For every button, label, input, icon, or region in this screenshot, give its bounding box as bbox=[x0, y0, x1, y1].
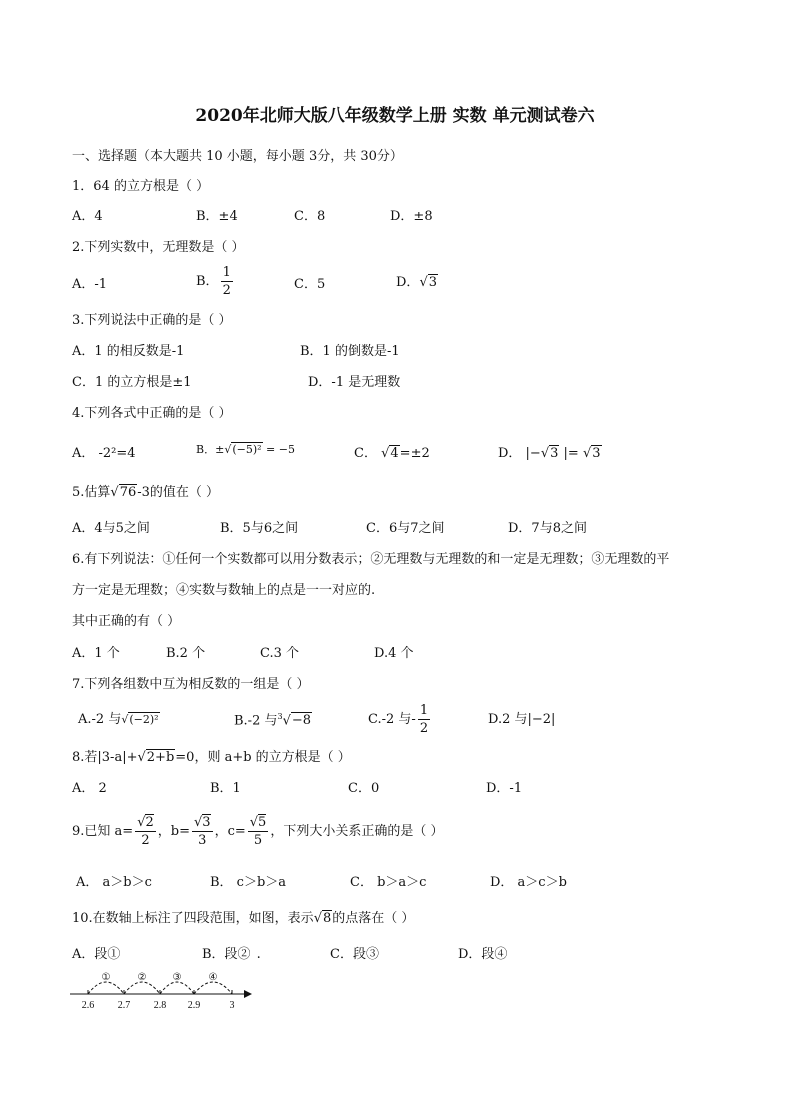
q7-stem: 7.下列各组数中互为相反数的一组是（ ） bbox=[72, 677, 310, 692]
q4-b-suffix: = −5 bbox=[262, 443, 295, 456]
q2-option-a: A．-1 bbox=[72, 277, 108, 292]
q8-stem-prefix: 8.若|3-a|+ bbox=[72, 750, 138, 765]
tick-label-2.7: 2.7 bbox=[117, 1000, 131, 1011]
q7-b-prefix: B.-2 与 bbox=[234, 713, 278, 729]
q7-c-frac-den: 2 bbox=[419, 721, 429, 736]
q4-option-d bbox=[498, 447, 602, 460]
q2-sqrt: √3 bbox=[419, 275, 438, 290]
q6-option-d: D.4 个 bbox=[374, 646, 414, 661]
q7-b-radicand: −8 bbox=[291, 713, 312, 729]
q2-option-b-label: B． bbox=[196, 274, 219, 289]
q2-frac-num: 1 bbox=[222, 265, 231, 280]
q5-radicand: 76 bbox=[119, 485, 137, 500]
q4-c-prefix: C． bbox=[354, 446, 382, 461]
segment-arc-3 bbox=[160, 982, 194, 994]
q3-option-c: C．1 的立方根是±1 bbox=[72, 375, 192, 390]
q9-c-den: 5 bbox=[253, 833, 263, 848]
q9-stem bbox=[72, 816, 443, 847]
q9-suffix: ，下列大小关系正确的是（ ） bbox=[270, 824, 444, 839]
segment-label-1: ① bbox=[101, 972, 111, 983]
q10-option-c: C．段③ bbox=[330, 947, 379, 962]
q6-line2: 方一定是无理数；④实数与数轴上的点是一一对应的. bbox=[72, 583, 376, 598]
q6-option-b: B.2 个 bbox=[166, 646, 206, 661]
q7-a-sqrt: √(−2)² bbox=[121, 713, 159, 726]
q10-option-b-label: B．段② bbox=[202, 947, 251, 962]
q10-option-d: D．段④ bbox=[458, 947, 508, 962]
q9-b-fraction bbox=[192, 816, 213, 847]
q7-b-root-index: 3 bbox=[277, 712, 283, 721]
q8-radicand: 2+b bbox=[146, 750, 175, 765]
q7-c-fraction bbox=[418, 704, 430, 735]
q2-option-b bbox=[196, 266, 235, 297]
q8-stem-suffix: =0，则 a+b 的立方根是（ ） bbox=[175, 750, 351, 765]
q4-option-a: A． -2²=4 bbox=[72, 446, 136, 461]
q6-line3: 其中正确的有（ ） bbox=[72, 614, 181, 629]
tick-label-2.9: 2.9 bbox=[187, 1000, 201, 1011]
q4-d-sqrt2: √3 bbox=[582, 446, 601, 461]
q7-a-prefix: A.-2 与 bbox=[78, 712, 122, 727]
q10-option-b bbox=[202, 948, 261, 961]
q4-d-middle: |= bbox=[559, 446, 583, 461]
q2-option-c: C．5 bbox=[294, 277, 326, 292]
q2-frac-den: 2 bbox=[222, 283, 231, 298]
q3-option-a: A．1 的相反数是-1 bbox=[72, 344, 185, 359]
q9-b-den: 3 bbox=[198, 833, 207, 848]
q2-option-d bbox=[396, 276, 438, 289]
number-line-figure bbox=[68, 966, 258, 1014]
q9-mid1: ，b= bbox=[157, 824, 190, 839]
q9-a-radicand: 2 bbox=[145, 815, 154, 830]
q9-b-radicand: 3 bbox=[202, 815, 211, 830]
q1-option-c: C．8 bbox=[294, 209, 326, 224]
q10-sqrt: √8 bbox=[313, 911, 332, 926]
tick-label-2.6: 2.6 bbox=[81, 1000, 95, 1011]
q5-stem-prefix: 5.估算 bbox=[72, 485, 111, 500]
q5-option-a: A．4与5之间 bbox=[72, 521, 150, 536]
tick-label-2.8: 2.8 bbox=[153, 1000, 167, 1011]
q9-option-c: C． b＞a＞c bbox=[350, 875, 427, 890]
q8-option-a: A． 2 bbox=[72, 781, 107, 796]
segment-arc-2 bbox=[124, 982, 160, 994]
q8-option-c: C．0 bbox=[348, 781, 380, 796]
q4-c-radicand: 4 bbox=[390, 446, 399, 461]
q7-option-d: D.2 与|−2| bbox=[488, 712, 556, 727]
q5-option-d: D．7与8之间 bbox=[508, 521, 587, 536]
q9-c-num: √5 bbox=[249, 815, 267, 830]
q3-option-b: B．1 的倒数是-1 bbox=[300, 344, 400, 359]
q5-option-c: C．6与7之间 bbox=[366, 521, 445, 536]
q2-fraction bbox=[221, 266, 233, 297]
q4-c-suffix: =±2 bbox=[399, 446, 430, 461]
q8-option-d: D．-1 bbox=[486, 781, 523, 796]
q2-sqrt-radicand: 3 bbox=[428, 275, 438, 290]
q9-b-num: √3 bbox=[193, 815, 211, 830]
arrow-icon bbox=[244, 990, 252, 998]
q5-option-b: B．5与6之间 bbox=[220, 521, 299, 536]
q9-mid2: ，c= bbox=[214, 824, 246, 839]
q2-stem: 2.下列实数中，无理数是（ ） bbox=[72, 240, 245, 255]
q9-prefix: 9.已知 a= bbox=[72, 824, 134, 839]
q5-stem bbox=[72, 486, 219, 499]
page-title: 2020年北师大版八年级数学上册 实数 单元测试卷六 bbox=[195, 106, 595, 126]
q4-b-sqrt: √(−5)² bbox=[224, 443, 262, 456]
segment-arc-4 bbox=[194, 982, 232, 994]
q1-option-b: B．±4 bbox=[196, 209, 238, 224]
q4-d-sqrt: √3 bbox=[540, 446, 559, 461]
q9-c-fraction bbox=[248, 816, 269, 847]
q9-c-radicand: 5 bbox=[258, 815, 267, 830]
q1-option-d: D．±8 bbox=[390, 209, 433, 224]
q4-stem: 4.下列各式中正确的是（ ） bbox=[72, 406, 232, 421]
q6-option-c: C.3 个 bbox=[260, 646, 300, 661]
q7-option-b bbox=[234, 713, 312, 727]
q9-a-fraction bbox=[135, 816, 156, 847]
q10-stem-suffix: 的点落在（ ） bbox=[332, 911, 415, 926]
q5-stem-suffix: -3的值在（ ） bbox=[137, 485, 220, 500]
q6-option-a: A．1 个 bbox=[72, 646, 120, 661]
q9-a-num: √2 bbox=[137, 815, 154, 830]
q10-option-b-dot: . bbox=[256, 947, 261, 962]
q10-option-a: A．段① bbox=[72, 947, 121, 962]
q4-d-radicand: 3 bbox=[550, 446, 559, 461]
q7-a-radicand: (−2)² bbox=[129, 713, 159, 726]
q7-c-frac-num: 1 bbox=[419, 703, 429, 718]
q2-option-d-label: D． bbox=[396, 275, 420, 290]
segment-label-4: ④ bbox=[208, 972, 218, 983]
q3-stem: 3.下列说法中正确的是（ ） bbox=[72, 313, 232, 328]
q10-stem bbox=[72, 912, 414, 925]
q4-c-sqrt: √4 bbox=[381, 446, 399, 461]
q8-option-b: B．1 bbox=[210, 781, 241, 796]
q8-stem bbox=[72, 751, 351, 764]
q9-option-b: B． c＞b＞a bbox=[210, 875, 287, 890]
q7-option-a bbox=[78, 713, 160, 726]
q10-stem-prefix: 10.在数轴上标注了四段范围，如图，表示 bbox=[72, 911, 314, 926]
q4-b-prefix: B．± bbox=[196, 443, 225, 456]
q4-d-radicand2: 3 bbox=[592, 446, 601, 461]
q7-b-sqrt: √−8 bbox=[282, 713, 312, 729]
q9-option-a: A． a＞b＞c bbox=[76, 875, 152, 890]
q4-b-radicand: (−5)² bbox=[232, 443, 262, 456]
q10-radicand: 8 bbox=[322, 911, 332, 926]
q9-a-den: 2 bbox=[141, 833, 150, 848]
q9-option-d: D． a＞c＞b bbox=[490, 875, 567, 890]
q4-option-b bbox=[196, 444, 295, 455]
segment-label-3: ③ bbox=[172, 972, 182, 983]
q1-option-a: A．4 bbox=[72, 209, 103, 224]
q4-d-prefix: D． |− bbox=[498, 446, 541, 461]
q1-stem: 1．64 的立方根是（ ） bbox=[72, 179, 210, 194]
q7-option-c bbox=[368, 704, 432, 735]
tick-label-3: 3 bbox=[229, 1000, 235, 1011]
q8-sqrt: √2+b bbox=[137, 750, 175, 765]
segment-label-2: ② bbox=[137, 972, 147, 983]
segment-arc-1 bbox=[88, 982, 124, 994]
q7-c-prefix: C.-2 与- bbox=[368, 712, 416, 727]
q5-sqrt: √76 bbox=[110, 485, 137, 500]
q4-option-c bbox=[354, 447, 430, 460]
q6-line1: 6.有下列说法：①任何一个实数都可以用分数表示；②无理数与无理数的和一定是无理数；③无理数的平 bbox=[72, 552, 670, 567]
section-heading: 一、选择题（本大题共 10 小题，每小题 3分，共 30分） bbox=[72, 149, 403, 164]
q3-option-d: D．-1 是无理数 bbox=[308, 375, 401, 390]
